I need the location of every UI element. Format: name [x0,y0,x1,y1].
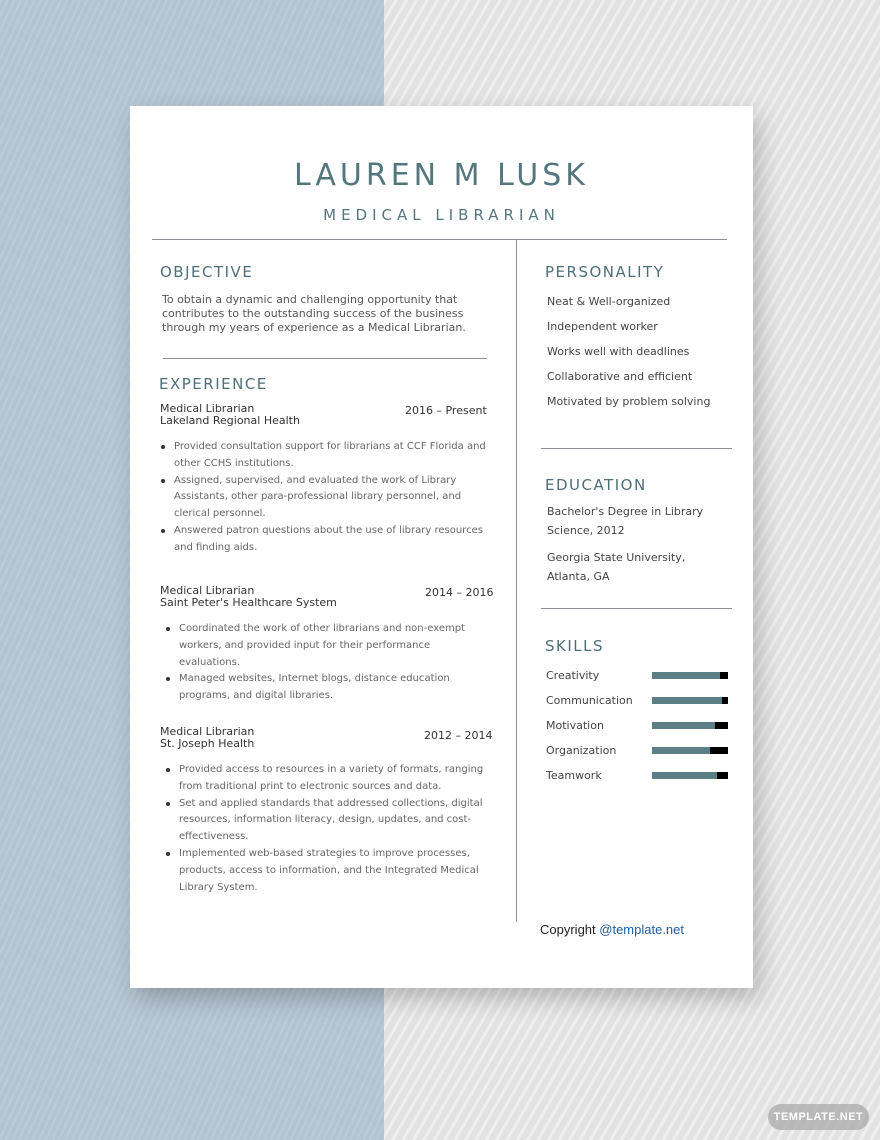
skill-level-bar [652,672,728,679]
list-item: Implemented web-based strategies to improve processes, products, access to information, and the Integrated Medical Library System. [179,846,497,896]
job-1-dates: 2016 – Present [405,404,487,417]
list-item: Set and applied standards that addressed collections, digital resources, information literacy, design, updates, and cost-effectiveness. [179,796,497,846]
skill-level-bar [652,722,728,729]
skill-level-fill [652,747,710,754]
list-item: Coordinated the work of other librarians and non-exempt workers, and provided input for their performance evaluations. [179,621,494,671]
skill-level-fill [652,772,717,779]
skill-level-fill [652,697,722,704]
skill-label: Teamwork [546,769,602,782]
job-1-bullets [156,439,490,557]
list-item: Provided access to resources in a variety of formats, ranging from traditional print to electronic sources and data. [179,762,497,796]
copyright-label: Copyright [540,922,596,937]
objective-divider [163,358,487,359]
skill-label: Motivation [546,719,604,732]
resume-role: MEDICAL LIBRARIAN [323,206,560,224]
education-degree: Bachelor's Degree in Library Science, 2012 [547,505,704,537]
objective-text: To obtain a dynamic and challenging opportunity that contributes to the outstanding success of the business through my years of experience as a Medical Librarian. [162,293,466,334]
job-1-org: Lakeland Regional Health [160,414,300,427]
column-divider [516,240,517,922]
skill-label: Creativity [546,669,600,682]
personality-item: Neat & Well-organized [547,295,671,308]
personality-item: Works well with deadlines [547,345,690,358]
skill-level-fill [652,722,715,729]
copyright-link[interactable]: @template.net [599,922,685,937]
personality-heading: PERSONALITY [545,263,665,281]
list-item: Assigned, supervised, and evaluated the work of Library Assistants, other para-professional library personnel, and clerical personnel. [174,473,490,523]
education-school: Georgia State University, Atlanta, GA [547,551,686,583]
education-heading: EDUCATION [545,476,647,494]
skill-level-bar [652,747,728,754]
personality-item: Independent worker [547,320,658,333]
personality-item: Motivated by problem solving [547,395,711,408]
job-3-title: Medical Librarian [160,725,255,738]
job-2-title: Medical Librarian [160,584,255,597]
job-2-dates: 2014 – 2016 [425,586,494,599]
objective-heading: OBJECTIVE [160,263,254,281]
job-3-dates: 2012 – 2014 [424,729,493,742]
skills-heading: SKILLS [545,637,605,655]
personality-item: Collaborative and efficient [547,370,693,383]
resume-page [130,106,753,988]
job-3-bullets [161,762,497,896]
list-item: Managed websites, Internet blogs, distance education programs, and digital libraries. [179,671,494,705]
skill-level-bar [652,697,728,704]
resume-name: LAUREN M LUSK [294,158,589,193]
job-3-org: St. Joseph Health [160,737,255,750]
personality-divider [541,448,732,449]
watermark-badge: TEMPLATE.NET [768,1104,869,1130]
skill-level-fill [652,672,720,679]
list-item: Provided consultation support for librarians at CCF Florida and other CCHS institutions. [174,439,490,473]
copyright-notice [540,922,684,937]
job-2-bullets [161,621,494,705]
experience-heading: EXPERIENCE [159,375,268,393]
job-2-org: Saint Peter's Healthcare System [160,596,337,609]
job-1-title: Medical Librarian [160,402,255,415]
education-divider [541,608,732,609]
skill-label: Organization [546,744,617,757]
header-divider [152,239,727,240]
skill-level-bar [652,772,728,779]
list-item: Answered patron questions about the use of library resources and finding aids. [174,523,490,557]
skill-label: Communication [546,694,633,707]
